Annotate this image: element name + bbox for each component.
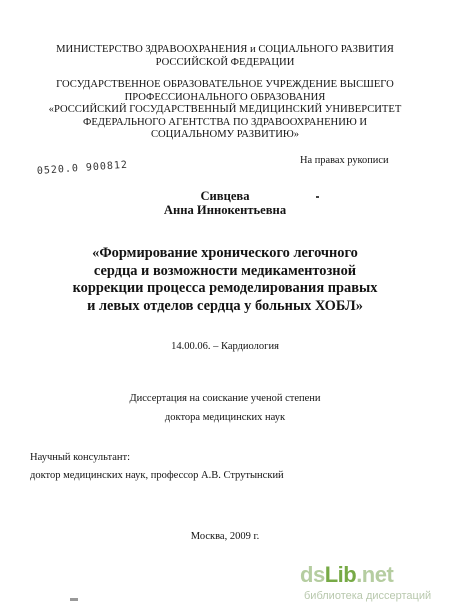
ministry-line-1: МИНИСТЕРСТВО ЗДРАВООХРАНЕНИЯ и СОЦИАЛЬНОГО РАЗВИТИЯ xyxy=(56,44,394,55)
title-line-4: и левых отделов сердца у больных ХОБЛ» xyxy=(87,297,363,314)
logo-net: .net xyxy=(356,562,394,587)
logo-ds: ds xyxy=(300,562,325,587)
dslib-logo xyxy=(300,562,393,588)
degree-line-2: доктора медицинских наук xyxy=(164,412,286,423)
author-block xyxy=(0,189,450,218)
author-surname: Сивцева xyxy=(200,189,250,203)
dslib-watermark xyxy=(300,562,445,606)
institution-line-5: СОЦИАЛЬНОМУ РАЗВИТИЮ» xyxy=(150,129,300,141)
title-line-1: «Формирование хронического легочного xyxy=(92,245,358,261)
place-year: Москва, 2009 г. xyxy=(190,531,260,542)
author-given-names: Анна Иннокентьевна xyxy=(163,203,287,218)
title-line-2: сердца и возможности медикаментозной xyxy=(93,262,357,279)
watermark-subtitle: библиотека диссертаций xyxy=(304,590,432,602)
specialty-code: 14.00.06. – Кардиология xyxy=(171,341,279,352)
rights-notice: На правах рукописи xyxy=(300,155,389,166)
logo-lib: Lib xyxy=(324,562,357,587)
scan-artifact xyxy=(70,598,78,601)
institution-line-3: «РОССИЙСКИЙ ГОСУДАРСТВЕННЫЙ МЕДИЦИНСКИЙ УНИВЕРСИТЕТ xyxy=(48,104,402,116)
degree-line-1: Диссертация на соискание ученой степени xyxy=(129,393,321,404)
title-line-3: коррекции процесса ремоделирования правых xyxy=(72,280,378,297)
consultant-name: доктор медицинских наук, профессор А.В. Струтынский xyxy=(30,470,284,481)
institution-line-4: ФЕДЕРАЛЬНОГО АГЕНТСТВА ПО ЗДРАВООХРАНЕНИЮ И xyxy=(82,116,368,128)
ministry-line-2: РОССИЙСКОЙ ФЕДЕРАЦИИ xyxy=(155,56,295,68)
institution-line-2: ПРОФЕССИОНАЛЬНОГО ОБРАЗОВАНИЯ xyxy=(124,91,326,103)
degree-statement xyxy=(0,389,450,427)
institution-header xyxy=(0,79,450,142)
institution-line-1: ГОСУДАРСТВЕННОЕ ОБРАЗОВАТЕЛЬНОЕ УЧРЕЖДЕНИЕ ВЫСШЕГО xyxy=(56,79,394,90)
dissertation-title xyxy=(0,245,450,315)
archive-stamp: 0520.0 900812 xyxy=(36,159,129,177)
consultant-label: Научный консультант: xyxy=(30,452,131,463)
ministry-header xyxy=(0,44,450,69)
